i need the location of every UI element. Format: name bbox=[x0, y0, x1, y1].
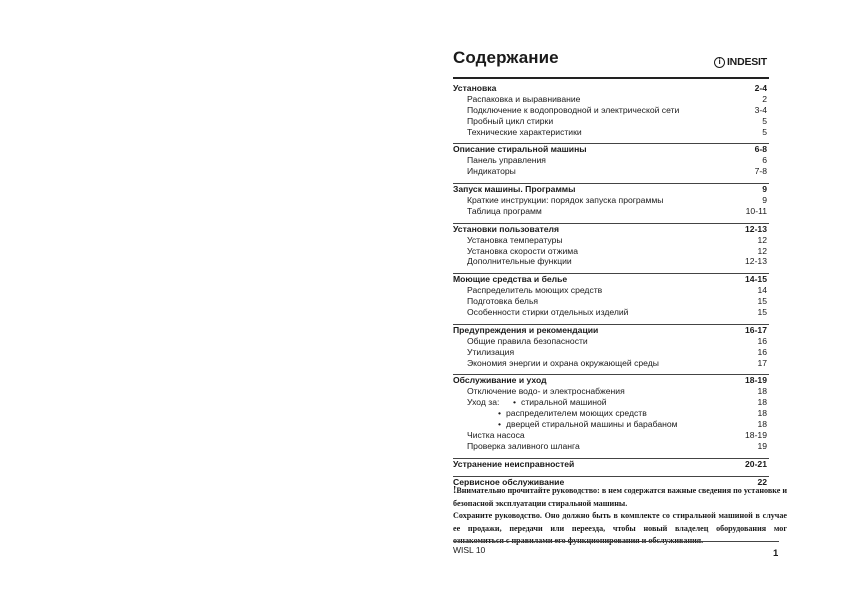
toc-section-maintenance bbox=[453, 374, 769, 451]
toc-entry[interactable]: Особенности стирки отдельных изделий 15 bbox=[467, 307, 767, 318]
toc-entry[interactable]: • дверцей стиральной машины и барабаном 18 bbox=[498, 419, 767, 430]
toc-entry[interactable]: Установка скорости отжима 12 bbox=[467, 245, 767, 256]
toc-entry[interactable]: Краткие инструкции: порядок запуска программы 9 bbox=[467, 195, 767, 206]
bullet-icon: • bbox=[498, 408, 502, 419]
contents-page bbox=[453, 44, 769, 488]
toc-heading[interactable]: Устранение неисправностей 20-21 bbox=[453, 458, 767, 469]
toc-section bbox=[453, 143, 769, 177]
toc-entry[interactable]: Пробный цикл стирки 5 bbox=[467, 115, 767, 126]
toc-entry[interactable]: Дополнительные функции 12-13 bbox=[467, 256, 767, 267]
toc-heading[interactable]: Описание стиральной машины 6-8 bbox=[453, 144, 767, 155]
toc-entry[interactable]: Чистка насоса 18-19 bbox=[467, 429, 767, 440]
header-rule bbox=[453, 77, 769, 79]
toc-entry[interactable]: Установка температуры 12 bbox=[467, 234, 767, 245]
toc-entry[interactable]: • распределителем моющих средств 18 bbox=[498, 408, 767, 419]
toc-heading[interactable]: Запуск машины. Программы 9 bbox=[453, 184, 767, 195]
toc-entry[interactable]: Таблица программ 10-11 bbox=[467, 205, 767, 216]
brand-name: INDESIT bbox=[726, 56, 767, 68]
toc-entry[interactable]: Подготовка белья 15 bbox=[467, 296, 767, 307]
brand-mark-icon: i bbox=[714, 57, 725, 68]
toc-entry[interactable]: Общие правила безопасности 16 bbox=[467, 335, 767, 346]
toc-heading[interactable]: Моющие средства и белье 14-15 bbox=[453, 274, 767, 285]
toc-entry[interactable]: Распределитель моющих средств 14 bbox=[467, 285, 767, 296]
page-number: 1 bbox=[773, 548, 779, 559]
toc-section-troubleshooting bbox=[453, 458, 769, 470]
page-title: Содержание bbox=[453, 48, 559, 67]
toc-entry[interactable]: Утилизация 16 bbox=[467, 346, 767, 357]
toc-entry[interactable]: Индикаторы 7-8 bbox=[467, 166, 767, 177]
toc-section bbox=[453, 273, 769, 318]
toc-entry[interactable]: Проверка заливного шланга 19 bbox=[467, 440, 767, 451]
notice-text: Внимательно прочитайте руководство: в нем содержатся важные сведения по установке и безопасной эксплуатации стиральной машины. bbox=[453, 486, 787, 508]
notice-text: Сохраните руководство. Оно должно быть в комплекте со стиральной машиной в случае ее продажи, передачи или переезда, чтобы новый владелец оборудования мог ознакомиться с правилами его функционирования и обслуживания. bbox=[453, 511, 787, 545]
toc-entry[interactable]: Панель управления 6 bbox=[467, 155, 767, 166]
toc-heading[interactable]: Установка 2-4 bbox=[453, 83, 767, 93]
toc-heading[interactable]: Сервисное обслуживание 22 bbox=[453, 476, 767, 487]
toc-heading[interactable]: Предупреждения и рекомендации 16-17 bbox=[453, 324, 767, 335]
toc-entry[interactable]: Подключение к водопроводной и электрической сети 3-4 bbox=[467, 104, 767, 115]
table-of-contents bbox=[453, 83, 769, 368]
toc-heading[interactable]: Обслуживание и уход 18-19 bbox=[453, 375, 767, 386]
warning-icon: ! bbox=[453, 485, 457, 496]
header bbox=[453, 44, 769, 68]
bullet-icon: • bbox=[498, 419, 502, 430]
toc-section bbox=[453, 183, 769, 217]
toc-entry[interactable]: Экономия энергии и охрана окружающей среды 17 bbox=[467, 357, 767, 368]
toc-section bbox=[453, 223, 769, 268]
bullet-icon: • bbox=[513, 397, 517, 408]
toc-entry[interactable]: Отключение водо- и электроснабжения 18 bbox=[467, 386, 767, 397]
care-label: Уход за: bbox=[467, 397, 500, 408]
toc-section bbox=[453, 324, 769, 369]
brand-logo bbox=[714, 56, 767, 68]
toc-entry[interactable]: Уход за: • стиральной машиной 18 bbox=[467, 397, 767, 408]
footer-rule bbox=[453, 541, 779, 542]
toc-section bbox=[453, 83, 769, 137]
toc-entry[interactable]: Распаковка и выравнивание 2 bbox=[467, 93, 767, 104]
toc-heading[interactable]: Установки пользователя 12-13 bbox=[453, 223, 767, 234]
notice-block bbox=[453, 485, 787, 548]
model-name: WISL 10 bbox=[453, 545, 486, 555]
toc-entry[interactable]: Технические характеристики 5 bbox=[467, 126, 767, 137]
